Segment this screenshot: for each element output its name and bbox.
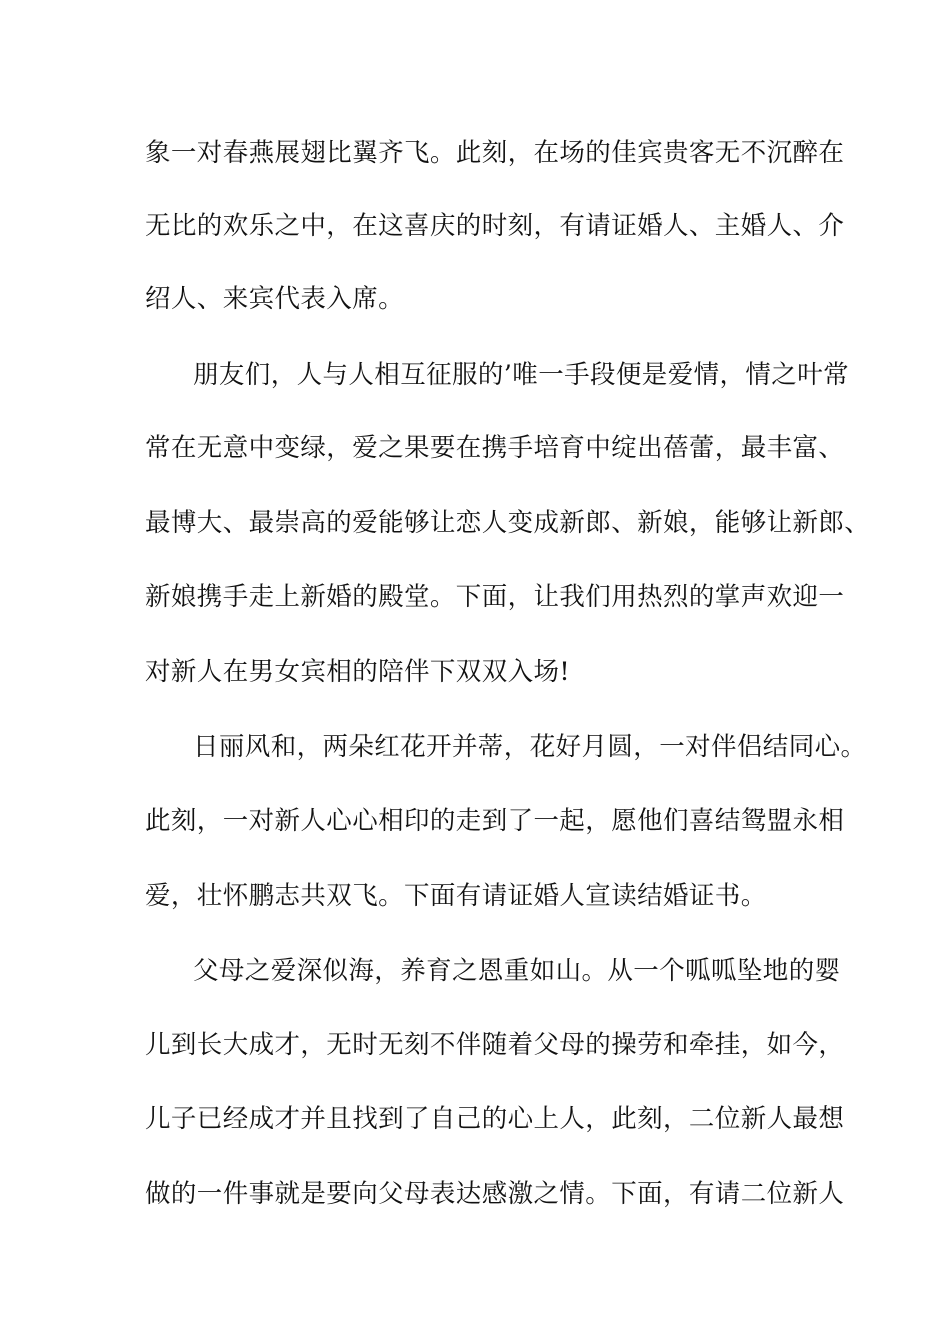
text-line: 无比的欢乐之中，在这喜庆的时刻，有请证婚人、主婚人、介 (145, 211, 845, 241)
text-line: 儿子已经成才并且找到了自己的心上人，此刻，二位新人最想 (145, 1104, 845, 1134)
text-line: 新娘携手走上新婚的殿堂。下面，让我们用热烈的掌声欢迎一 (145, 582, 845, 612)
paragraph-start-line: 日丽风和，两朵红花开并蒂，花好月圆，一对伴侣结同心。 (193, 732, 867, 762)
paragraph-start-line: 朋友们，人与人相互征服的’唯一手段便是爱情，情之叶常 (193, 360, 850, 390)
text-line: 象一对春燕展翅比翼齐飞。此刻，在场的佳宾贵客无不沉醉在 (145, 138, 845, 168)
text-line: 对新人在男女宾相的陪伴下双双入场! (145, 657, 571, 687)
text-line: 此刻，一对新人心心相印的走到了一起，愿他们喜结鸳盟永相 (145, 806, 845, 836)
text-line: 常在无意中变绿，爱之果要在携手培育中绽出蓓蕾，最丰富、 (145, 433, 845, 463)
text-line: 绍人、来宾代表入席。 (145, 284, 405, 314)
text-line: 最博大、最崇高的爱能够让恋人变成新郎、新娘，能够让新郎、 (145, 508, 871, 538)
text-line: 儿到长大成才，无时无刻不伴随着父母的操劳和牵挂，如今， (145, 1030, 845, 1060)
text-line: 做的一件事就是要向父母表达感激之情。下面，有请二位新人 (145, 1179, 845, 1209)
text-line: 爱，壮怀鹏志共双飞。下面有请证婚人宣读结婚证书。 (145, 881, 767, 911)
paragraph-start-line: 父母之爱深似海，养育之恩重如山。从一个呱呱坠地的婴 (193, 956, 841, 986)
